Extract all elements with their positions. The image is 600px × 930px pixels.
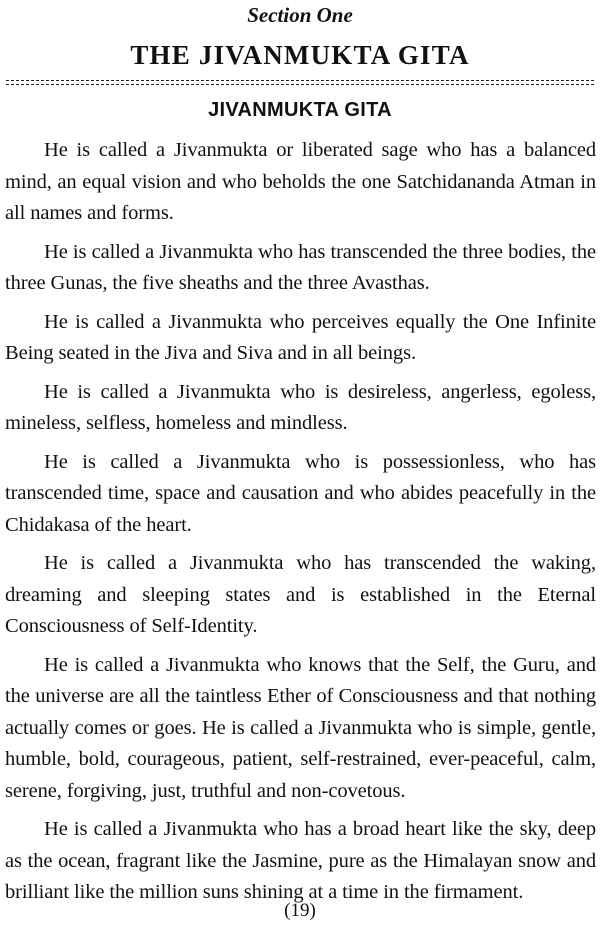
paragraph: He is called a Jivanmukta who knows that the Self, the Guru, and the universe are all the taintless Ether of Consciousness and that nothing actually comes or goes. He is called a Jivanmukta who is simple, gentle, humble, bold, courageous, patient, self-restrained, ever-peaceful, calm, serene, forgiving, just, truthful and non-covetous. bbox=[5, 653, 596, 802]
book-title: THE JIVANMUKTA GITA bbox=[130, 40, 470, 70]
paragraph: He is called a Jivanmukta who is possessionless, who has transcended time, space and causation and who abides peacefully in the Chidakasa of the heart. bbox=[5, 450, 596, 536]
paragraph: He is called a Jivanmukta who is desireless, angerless, egoless, mineless, selfless, homeless and mindless. bbox=[5, 380, 596, 434]
section-label: Section One bbox=[247, 3, 353, 27]
header-rule-top bbox=[6, 80, 594, 81]
paragraph: He is called a Jivanmukta who has transcended the waking, dreaming and sleeping states and is established in the Eternal Consciousness of Self-Identity. bbox=[5, 552, 596, 637]
body-text bbox=[5, 135, 596, 916]
header-rule-bottom bbox=[6, 84, 594, 85]
paragraph: He is called a Jivanmukta who has transcended the three bodies, the three Gunas, the five sheaths and the three Avasthas. bbox=[5, 240, 596, 294]
paragraph: He is called a Jivanmukta who has a broad heart like the sky, deep as the ocean, fragrant like the Jasmine, pure as the Himalayan snow and brilliant like the million suns shining at a time in the firmament. bbox=[5, 818, 596, 903]
chapter-title: JIVANMUKTA GITA bbox=[208, 99, 392, 121]
paragraph: He is called a Jivanmukta or liberated sage who has a balanced mind, an equal vision and who beholds the one Satchidananda Atman in all names and forms. bbox=[5, 139, 596, 224]
page-number: (19) bbox=[284, 900, 316, 921]
paragraph: He is called a Jivanmukta who perceives equally the One Infinite Being seated in the Jiva and Siva and in all beings. bbox=[5, 310, 596, 364]
